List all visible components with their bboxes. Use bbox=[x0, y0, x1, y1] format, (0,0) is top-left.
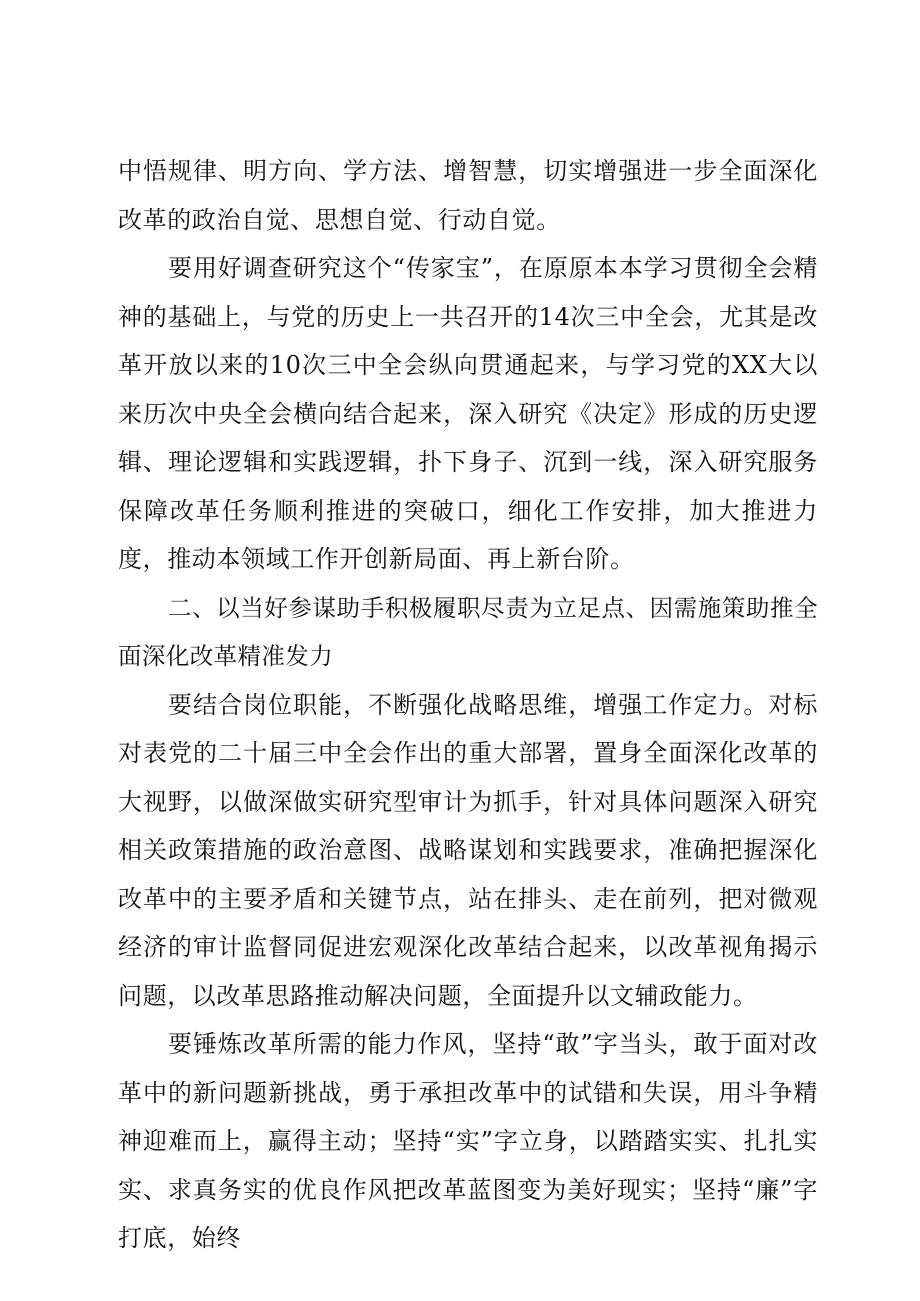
paragraph-work-style: 要锤炼改革所需的能力作风，坚持“敢”字当头，敢于面对改革中的新问题新挑战，勇于承担改革中的试错和失误，用斗争精神迎难而上，赢得主动；坚持“实”字立身，以踏踏实实、扎扎实实、求真务实的优良作风把改革蓝图变为美好现实；坚持“廉”字打底，始终 bbox=[118, 1030, 818, 1252]
document-body bbox=[118, 147, 818, 1263]
paragraph-position-role: 要结合岗位职能，不断强化战略思维，增强工作定力。对标对表党的二十届三中全会作出的重大部署，置身全面深化改革的大视野，以做深做实研究型审计为抓手，针对具体问题深入研究相关政策措施的政治意图、战略谋划和实践要求，准确把握深化改革中的主要矛盾和关键节点，站在排头、走在前列，把对微观经济的审计监督同促进宏观深化改革结合起来，以改革视角揭示问题，以改革思路推动解决问题，全面提升以文辅政能力。 bbox=[118, 690, 818, 1010]
paragraph-research: 要用好调查研究这个“传家宝”，在原原本本学习贯彻全会精神的基础上，与党的历史上一共召开的14次三中全会，尤其是改革开放以来的10次三中全会纵向贯通起来，与学习党的XX大以来历次中央全会横向结合起来，深入研究《决定》形成的历史逻辑、理论逻辑和实践逻辑，扑下身子、沉到一线，深入研究服务保障改革任务顺利推进的突破口，细化工作安排，加大推进力度，推动本领域工作开创新局面、再上新台阶。 bbox=[118, 254, 818, 573]
paragraph-continuation: 中悟规律、明方向、学方法、增智慧，切实增强进一步全面深化改革的政治自觉、思想自觉、行动自觉。 bbox=[118, 157, 818, 234]
section-heading-2: 二、以当好参谋助手积极履职尽责为立足点、因需施策助推全面深化改革精准发力 bbox=[118, 593, 818, 670]
